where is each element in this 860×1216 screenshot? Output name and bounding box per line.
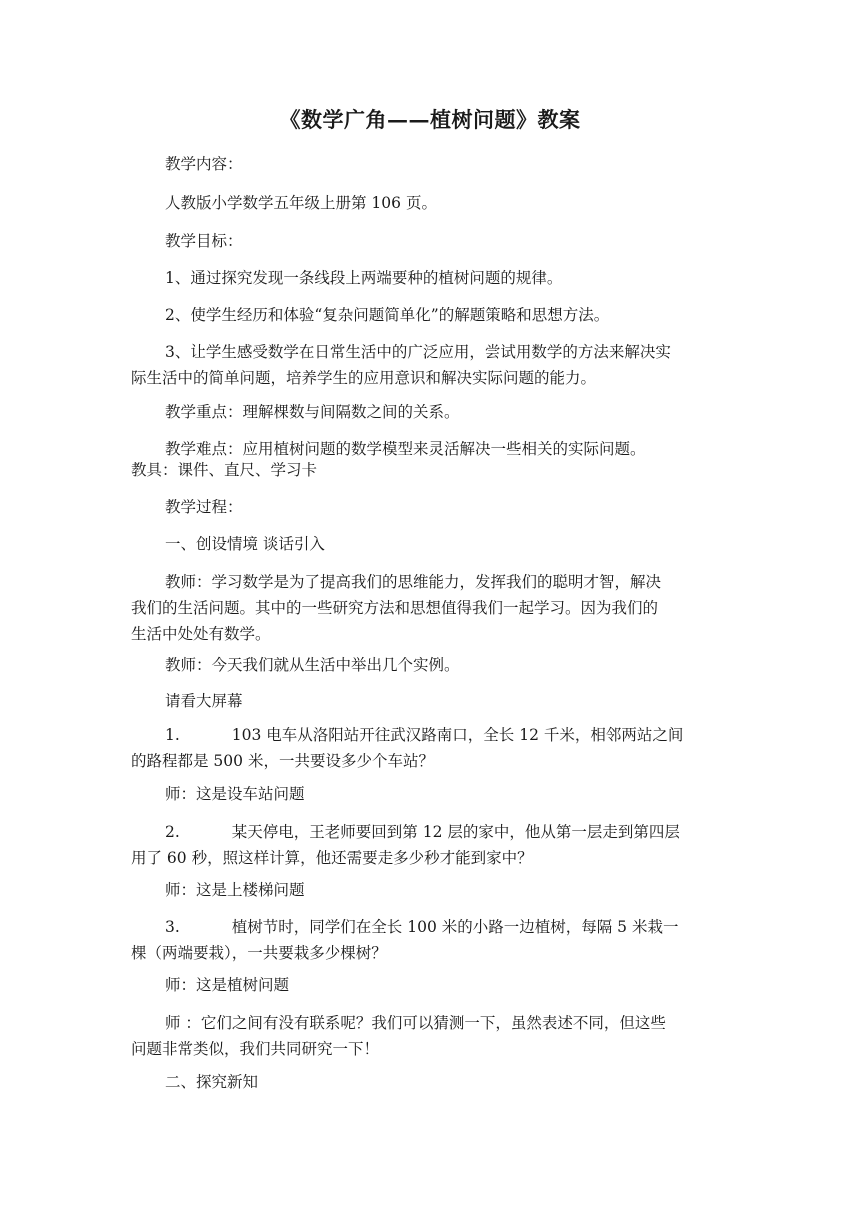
- question-2-line-1: 2. 某天停电，王老师要回到第 12 层的家中，他从第一层走到第四层: [165, 823, 680, 841]
- question-2-number: 2.: [165, 823, 180, 841]
- objective-1: 1、通过探究发现一条线段上两端要种的植树问题的规律。: [165, 269, 563, 287]
- teaching-content-heading: 教学内容：: [165, 155, 243, 173]
- question-3-line-2: 棵（两端要栽），一共要栽多少棵树？: [131, 944, 387, 962]
- key-point: 教学重点：理解棵数与间隔数之间的关系。: [165, 403, 460, 421]
- question-1: [131, 722, 731, 774]
- question-1-line-2: 的路程都是 500 米，一共要设多少个车站？: [131, 752, 434, 770]
- question-3-line-1: 3. 植树节时，同学们在全长 100 米的小路一边植树，每隔 5 米栽一: [165, 918, 679, 936]
- question-2-answer: 师：这是上楼梯问题: [165, 881, 305, 899]
- question-1-line-1: 1. 103 电车从洛阳站开往武汉路南口，全长 12 千米，相邻两站之间: [165, 726, 684, 744]
- teaching-content: 人教版小学数学五年级上册第 106 页。: [165, 194, 437, 212]
- section-2-heading: 二、探究新知: [165, 1073, 259, 1091]
- question-3-number: 3.: [165, 918, 180, 936]
- teacher-paragraph-1: [131, 569, 731, 647]
- document-title: 《数学广角——植树问题》教案: [279, 107, 581, 132]
- question-3-answer: 师：这是植树问题: [165, 976, 290, 994]
- objective-3: [131, 339, 731, 391]
- question-3: [131, 914, 731, 966]
- teacher-paragraph-3-line-1: 师 ：它们之间有没有联系呢？我们可以猜测一下，虽然表述不同，但这些: [165, 1014, 666, 1032]
- objective-2: 2、使学生经历和体验“复杂问题简单化”的解题策略和思想方法。: [165, 306, 610, 324]
- difficulty-line: 教学难点：应用植树问题的数学模型来灵活解决一些相关的实际问题。: [165, 440, 646, 458]
- objective-3-line-2: 际生活中的简单问题，培养学生的应用意识和解决实际问题的能力。: [131, 369, 597, 387]
- tools: 教具：课件、直尺、学习卡: [131, 461, 318, 479]
- teacher-paragraph-3-line-2: 问题非常类似，我们共同研究一下！: [131, 1040, 380, 1058]
- objective-3-line-1: 3、让学生感受数学在日常生活中的广泛应用，尝试用数学的方法来解决实: [165, 343, 671, 361]
- teacher-paragraph-3: [131, 1010, 731, 1062]
- question-1-number: 1.: [165, 726, 180, 744]
- question-2-line-2: 用了 60 秒，照这样计算，他还需要走多少秒才能到家中？: [131, 849, 533, 867]
- section-1-heading: 一、创设情境 谈话引入: [165, 535, 325, 553]
- teacher-paragraph-1-line-2: 我们的生活问题。其中的一些研究方法和思想值得我们一起学习。因为我们的: [131, 599, 659, 617]
- screen-prompt: 请看大屏幕: [165, 692, 243, 710]
- process-heading: 教学过程：: [165, 498, 243, 516]
- question-1-answer: 师：这是设车站问题: [165, 785, 305, 803]
- teacher-paragraph-1-line-3: 生活中处处有数学。: [131, 625, 271, 643]
- objectives-heading: 教学目标：: [165, 232, 243, 250]
- question-2: [131, 819, 731, 871]
- teacher-paragraph-2: 教师：今天我们就从生活中举出几个实例。: [165, 656, 460, 674]
- teacher-paragraph-1-line-1: 教师：学习数学是为了提高我们的思维能力，发挥我们的聪明才智，解决: [165, 573, 662, 591]
